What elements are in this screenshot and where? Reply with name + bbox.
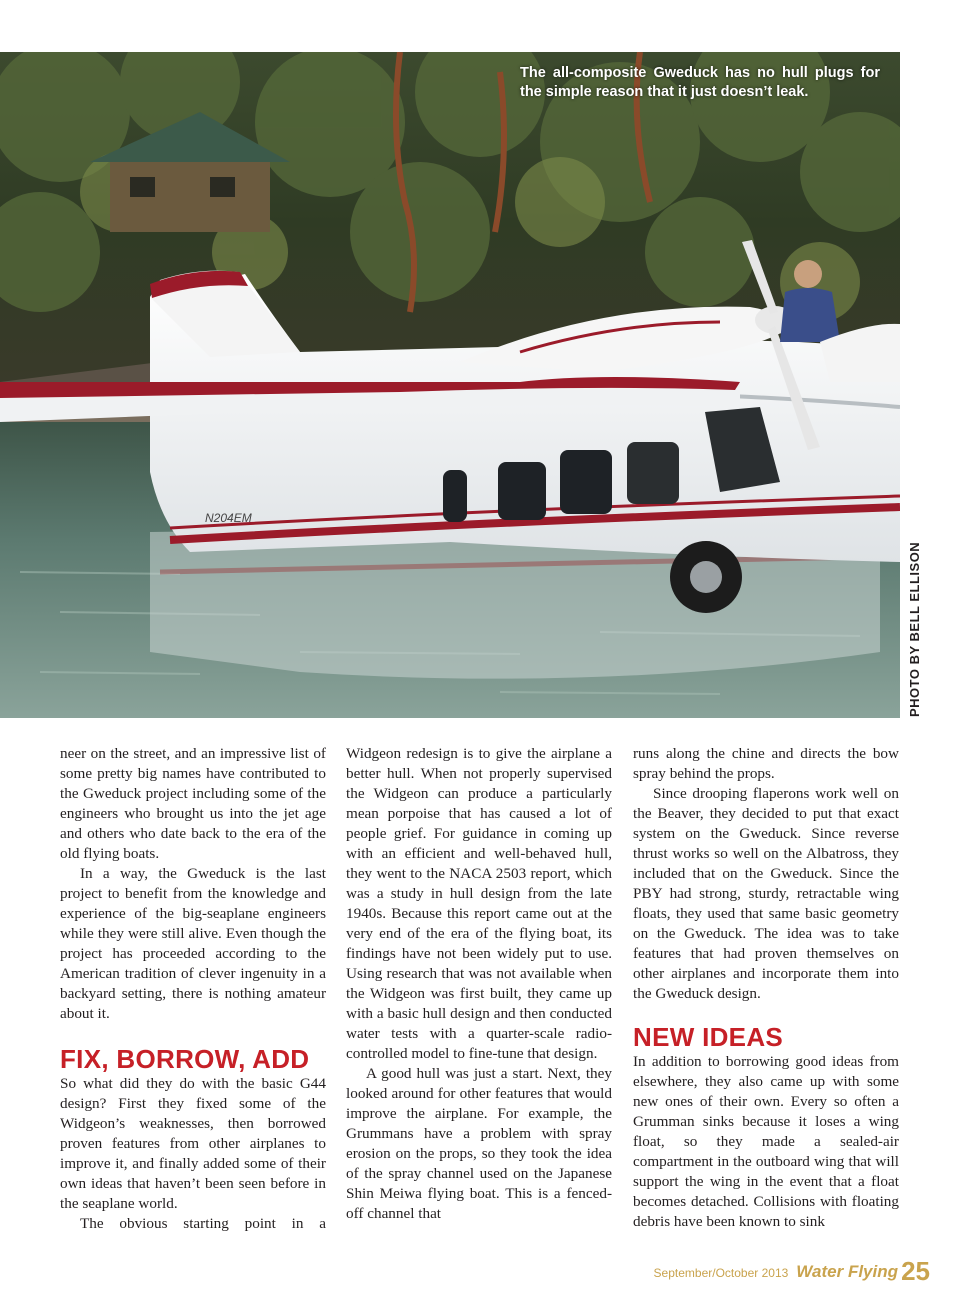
article-column-1 [60, 744, 326, 1234]
seaplane-photo-illustration [0, 52, 900, 718]
section-heading-fix-borrow-add: FIX, BORROW, ADD [60, 1044, 310, 1074]
paragraph: The obvious starting point in a [80, 1215, 326, 1232]
article-column-2 [346, 744, 612, 1224]
photo-caption: The all-composite Gweduck has no hull plugs for the simple reason that it just doesn’t leak. [520, 65, 880, 100]
paragraph: runs along the chine and directs the bow spray behind the props. [633, 745, 899, 782]
photo-credit-text: PHOTO BY BELL ELLISON [907, 541, 922, 717]
paragraph: So what did they do with the basic G44 design? First they fixed some of the Widgeon’s weaknesses, then borrowed proven features from other airplanes to improve it, and finally added some of their own ideas that haven’t been seen before in the seaplane world. [60, 1075, 326, 1212]
paragraph: neer on the street, and an impressive list of some pretty big names have contributed to the Gweduck project including some of the engineers who brought us into the jet age and others who date back to the era of the old flying boats. [60, 745, 326, 862]
paragraph: In a way, the Gweduck is the last project to benefit from the knowledge and experience of the big-seaplane engineers while they were still alive. Even though the project has proceeded according to the American tradition of clever ingenuity in a backyard setting, there is nothing amateur about it. [60, 865, 326, 1022]
paragraph: Widgeon redesign is to give the airplane a better hull. When not properly supervised the Widgeon can produce a particularly mean porpoise that has caused a lot of people grief. For guidance in coming up with an efficient and well-behaved hull, they went to the NACA 2503 report, which was a study in hull design from the late 1940s. Because this report came out at the very end of the era of the flying boat, its findings have not been widely put to use. Using research that was not available when the Widgeon was first built, they came up with a basic hull design and then conducted water tests with a quarter-scale radio-controlled model to fine-tune that design. [346, 745, 612, 1062]
article-column-3 [633, 744, 899, 1232]
feature-photo [0, 52, 900, 718]
registration-mark: N204EM [205, 511, 252, 525]
paragraph: A good hull was just a start. Next, they looked around for other features that would improve the airplane. For example, the Grummans have a problem with spray erosion on the props, so they took the idea of the spray channel used on the Japanese Shin Meiwa flying boat. This is a fenced-off channel that [346, 1065, 612, 1222]
magazine-name: Water Flying [796, 1262, 898, 1281]
page-number: 25 [901, 1256, 930, 1286]
issue-date: September/October 2013 [653, 1266, 789, 1280]
page-footer [653, 1256, 930, 1288]
photo-credit [904, 541, 926, 717]
paragraph: Since drooping flaperons work well on the Beaver, they decided to put that exact system on the Gweduck. Since reverse thrust works so well on the Albatross, they included that on the Gweduck. Since the PBY had strong, sturdy, retractable wing floats, they used that same basic geometry on the Gweduck. The idea was to take features that had proven themselves on other airplanes and incorporate them into the Gweduck design. [633, 785, 899, 1002]
paragraph: In addition to borrowing good ideas from elsewhere, they also came up with some new ones of their own. Every so often a Grumman sinks because it loses a wing float, so they made a sealed-air compartment in the outboard wing that will support the wing in the event that a float becomes detached. Collisions with floating debris have been known to sink [633, 1053, 899, 1230]
section-heading-new-ideas: NEW IDEAS [633, 1022, 784, 1052]
